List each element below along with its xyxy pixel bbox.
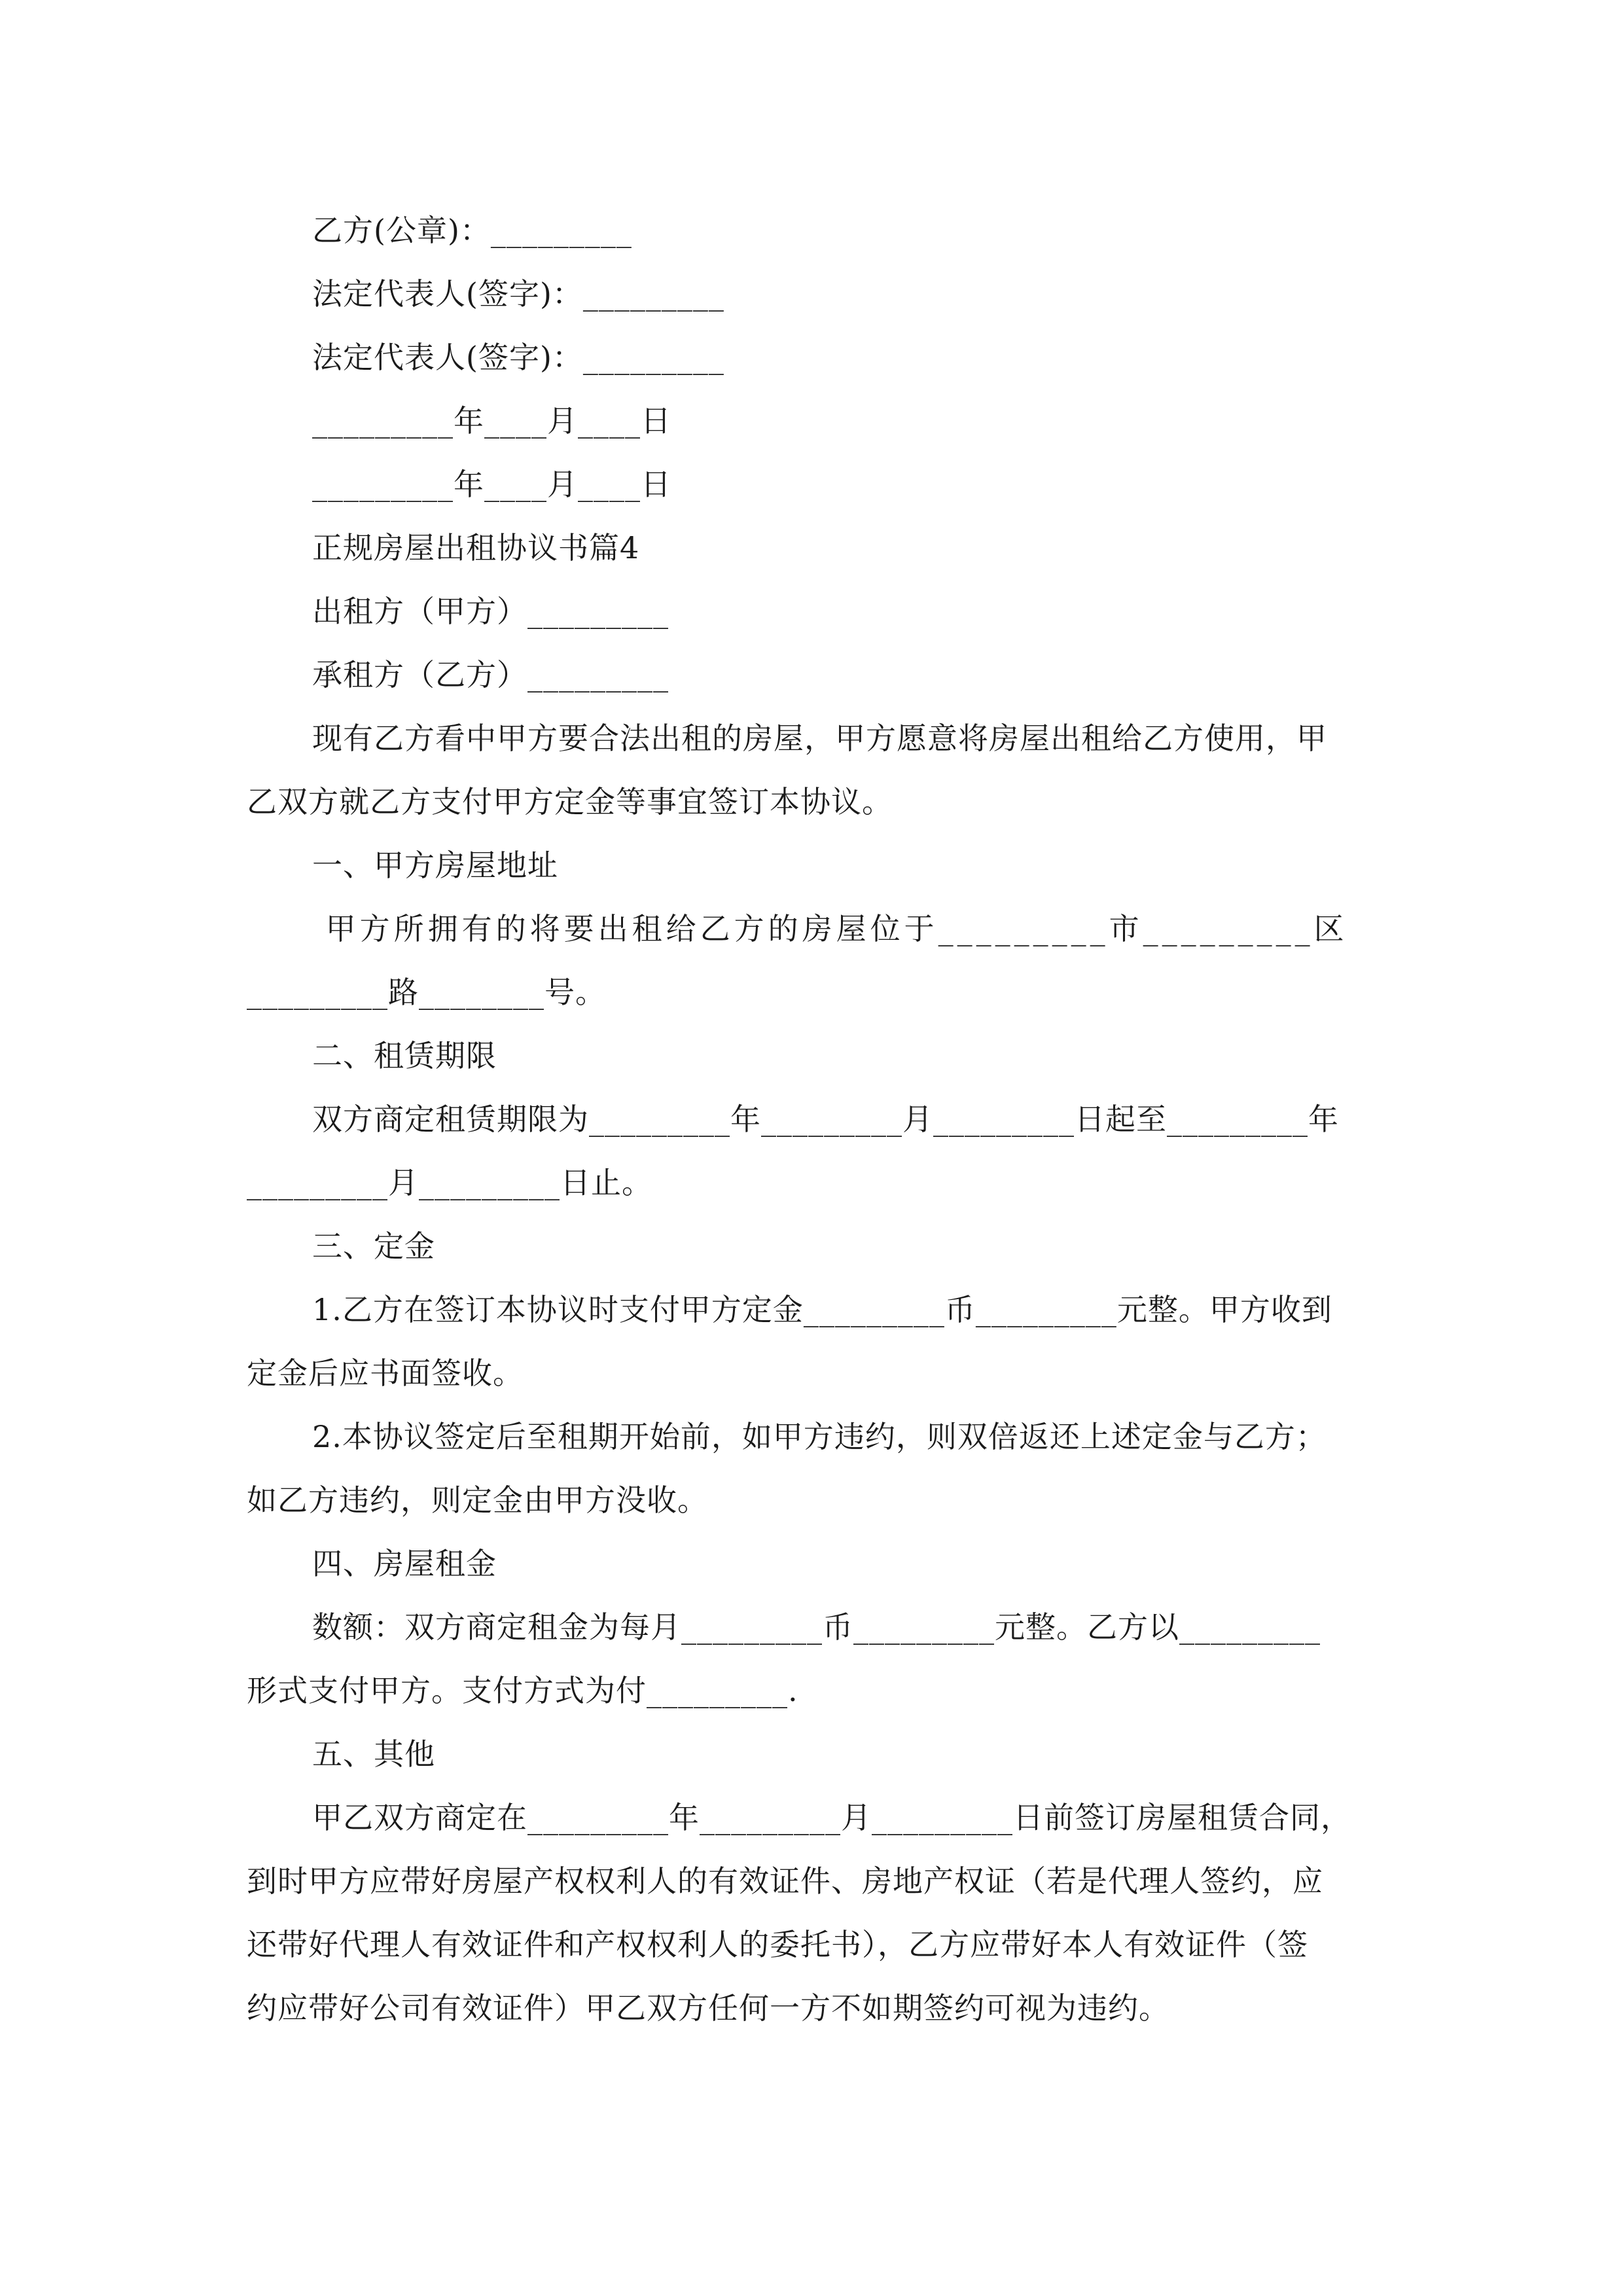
date-line-1: _________年____月____日 (312, 403, 671, 439)
heading-deposit: 三、定金 (312, 1229, 435, 1264)
heading-other: 五、其他 (312, 1736, 435, 1772)
paragraph-deposit-1-line-2: 定金后应书面签收。 (247, 1355, 524, 1391)
lessee-line: 承租方（乙方）_________ (312, 657, 669, 692)
heading-term: 二、租赁期限 (312, 1038, 497, 1073)
paragraph-other-line-3: 还带好代理人有效证件和产权权利人的委托书），乙方应带好本人有效证件（签 (247, 1927, 1308, 1962)
paragraph-address-line-2: _________路________号。 (247, 975, 606, 1010)
paragraph-deposit-2-line-1: 2.本协议签定后至租期开始前，如甲方违约，则双倍返还上述定金与乙方； (312, 1419, 1327, 1454)
paragraph-other-line-4: 约应带好公司有效证件）甲乙双方任何一方不如期签约可视为违约。 (247, 1990, 1169, 2026)
paragraph-other-line-1: 甲乙双方商定在_________年_________月_________日前签订房屋租赁合同， (312, 1800, 1351, 1835)
paragraph-intro-line-2: 乙双方就乙方支付甲方定金等事宜签订本协议。 (247, 784, 893, 819)
paragraph-term-line-2: _________月_________日止。 (247, 1165, 652, 1200)
heading-rent: 四、房屋租金 (312, 1546, 497, 1581)
paragraph-address-line-1: 甲方所拥有的将要出租给乙方的房屋位于_________市_________区 (312, 911, 1348, 946)
paragraph-other-line-2: 到时甲方应带好房屋产权权利人的有效证件、房地产权证（若是代理人签约，应 (247, 1863, 1323, 1899)
section-title: 正规房屋出租协议书篇4 (312, 530, 640, 565)
lessor-line: 出租方（甲方）_________ (312, 594, 669, 629)
legal-rep-signature-line-2: 法定代表人(签字)：_________ (312, 340, 724, 375)
party-b-seal-line: 乙方(公章)：_________ (312, 213, 632, 248)
paragraph-term-line-1: 双方商定租赁期限为_________年_________月_________日起至_________年 (312, 1102, 1339, 1137)
legal-rep-signature-line-1: 法定代表人(签字)：_________ (312, 276, 724, 312)
paragraph-intro-line-1: 现有乙方看中甲方要合法出租的房屋，甲方愿意将房屋出租给乙方使用，甲 (312, 721, 1327, 756)
paragraph-deposit-1-line-1: 1.乙方在签订本协议时支付甲方定金_________币_________元整。甲方收到 (312, 1292, 1332, 1327)
date-line-2: _________年____月____日 (312, 467, 671, 502)
paragraph-rent-line-2: 形式支付甲方。支付方式为付_________. (247, 1673, 798, 1708)
heading-address: 一、甲方房屋地址 (312, 848, 558, 883)
paragraph-rent-line-1: 数额：双方商定租金为每月_________币_________元整。乙方以_________ (312, 1609, 1321, 1645)
paragraph-deposit-2-line-2: 如乙方违约，则定金由甲方没收。 (247, 1482, 708, 1518)
